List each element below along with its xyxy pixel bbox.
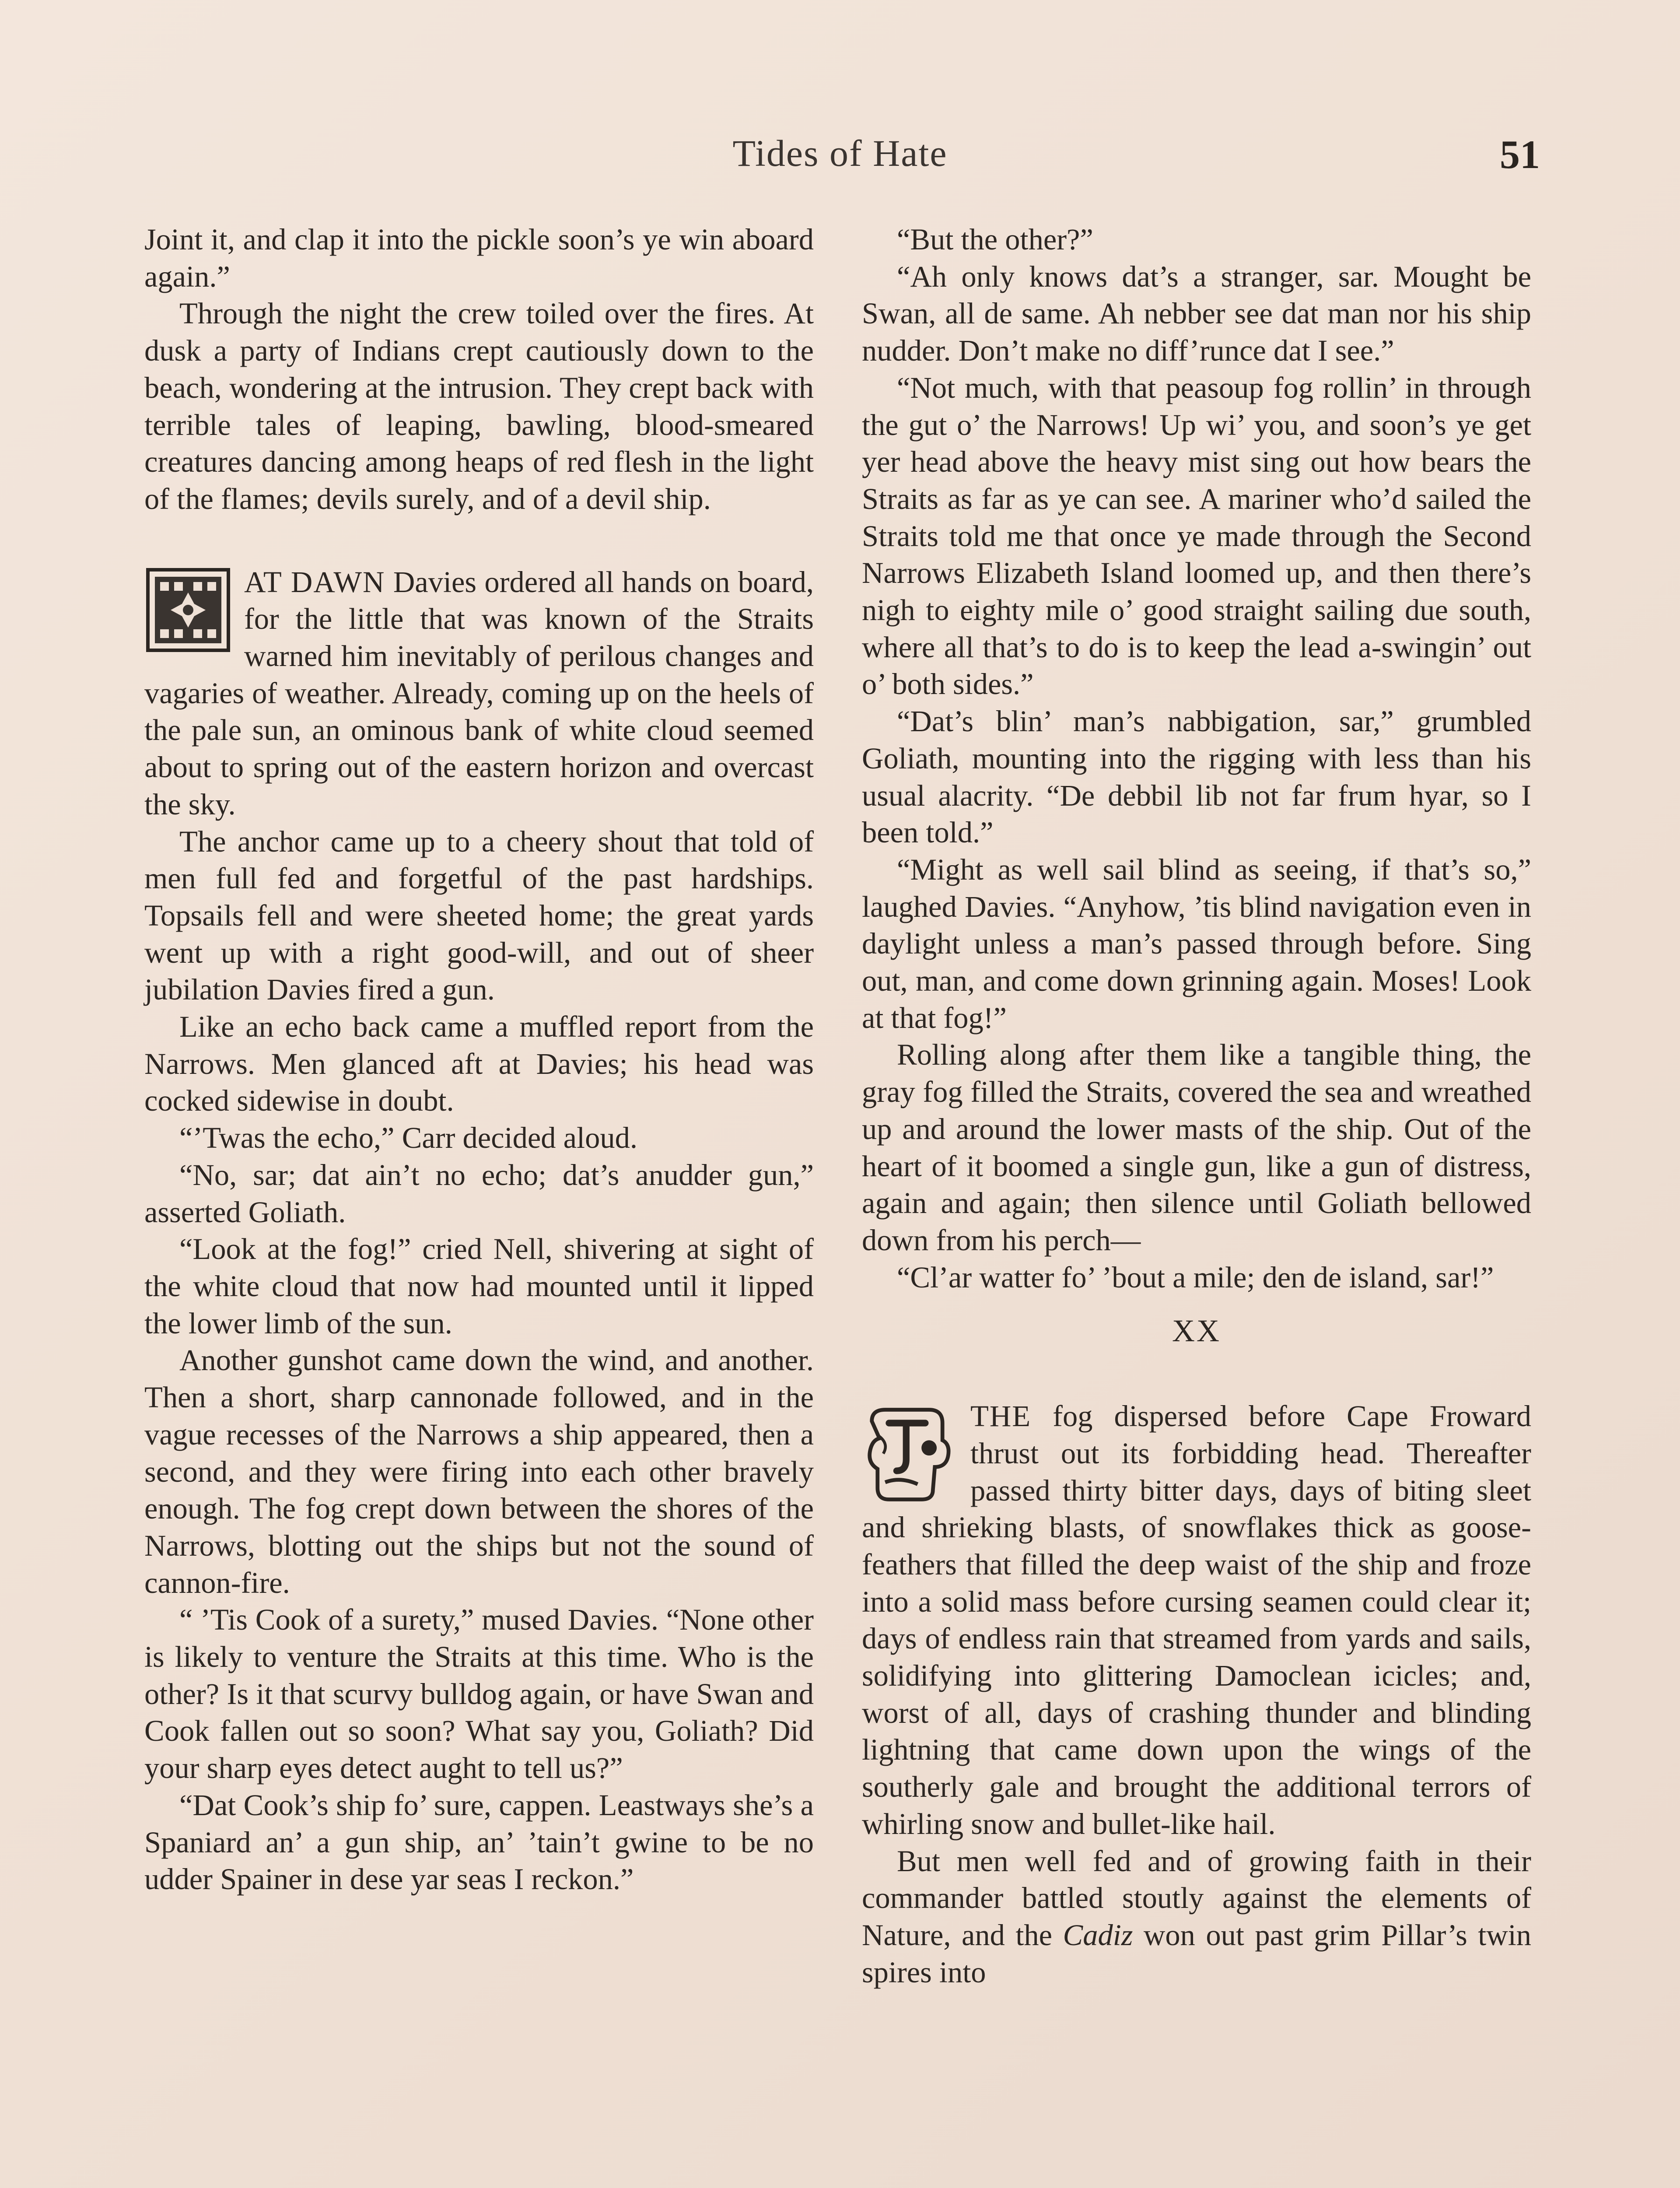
paragraph-with-ornament (144, 564, 814, 823)
section-lead-caps: THE (970, 1399, 1032, 1433)
paragraph: “Might as well sail blind as seeing, if that’s so,” laughed Davies. “Anyhow, ’tis blind navigation even in daylight unless a man’s passed through before. Sing out, man, and come down grinning again. Moses! Look at that fog!” (862, 852, 1531, 1034)
page-number: 51 (1500, 132, 1540, 177)
paragraph (862, 1843, 1531, 1991)
paragraph-text: fog dispersed before Cape Froward thrust out its forbidding head. Thereafter passed thirty bitter days, days of biting sleet and shrieking blasts, of snowflakes thick as goose-feathers that filled the deep waist of the ship and froze into a solid mass before cursing seamen could clear it; days of endless rain that streamed from yards and sails, solidifying into glittering Damoclean icicles; and, worst of all, days of crashing thunder and blinding lightning that came down upon the wings of the southerly gale and brought the additional terrors of whirling snow and bullet-like hail. (862, 1399, 1531, 1841)
paragraph: The anchor came up to a cheery shout that told of men full fed and forgetful of the past hardships. Topsails fell and were sheeted home; the great yards went up with a right good-will, and out of sheer jubilation Davies fired a gun. (144, 824, 814, 1006)
paragraph-text: But men well fed and of growing faith in their commander battled stoutly against the elements of Nature, and the (862, 1844, 1531, 1952)
paragraph: “But the other?” (897, 223, 1093, 256)
paragraph-text: won out past grim Pillar’s twin spires into (862, 1918, 1531, 1989)
section-lead-caps: AT DAWN (244, 565, 385, 599)
paragraph-text: Davies ordered all hands on board, for the little that was known of the Straits warned him inevitably of perilous changes and vagaries of weather. Already, coming up on the heels of the pale sun, an ominous bank of white cloud seemed about to spring out of the eastern horizon and overcast the sky. (144, 565, 814, 821)
paragraph: “No, sar; dat ain’t no echo; dat’s anudder gun,” asserted Goliath. (144, 1158, 814, 1229)
ship-name: Cadiz (1063, 1918, 1133, 1952)
paragraph: “ ’Tis Cook of a surety,” mused Davies. “None other is likely to venture the Straits at this time. Who is the other? Is it that scurvy bulldog again, or have Swan and Cook fallen out so soon? What say you, Goliath? Did your sharp eyes detect aught to tell us?” (144, 1603, 814, 1785)
paragraph: Like an echo back came a muffled report from the Narrows. Men glanced aft at Davies; his head was cocked sidewise in doubt. (144, 1010, 814, 1118)
running-title: Tides of Hate (732, 132, 948, 174)
section-break (144, 518, 814, 564)
left-column (144, 221, 814, 1898)
paragraph: Through the night the crew toiled over the fires. At dusk a party of Indians crept cautiously down to the beach, wondering at the intrusion. They crept back with terrible tales of leaping, bawling, blood-smeared creatures dancing among heaps of red flesh in the light of the flames; devils surely, and of a devil ship. (144, 297, 814, 515)
paragraph: Rolling along after them like a tangible thing, the gray fog filled the Straits, covered the sea and wreathed up and around the lower masts of the ship. Out of the heart of it boomed a single gun, like a gun of distress, again and again; then silence until Goliath bellowed down from his perch— (862, 1038, 1531, 1257)
paragraph: “Dat’s blin’ man’s nabbigation, sar,” grumbled Goliath, mounting into the rigging with less than his usual alacrity. “De debbil lib not far frum hyar, so I been told.” (862, 705, 1531, 849)
paragraph: “’Twas the echo,” Carr decided aloud. (179, 1121, 637, 1155)
chapter-heading: XX (1172, 1313, 1221, 1349)
paragraph: “Not much, with that peasoup fog rollin’ in through the gut o’ the Narrows! Up wi’ you, and soon’s ye get yer head above the heavy mist sing out how bears the Straits as far as ye can see. A mariner who’d sailed the Straits told me that once ye made through the Second Narrows Elizabeth Island loomed up, and then there’s nigh to eighty mile o’ good straight sailing due south, where all that’s to do is to keep the lead a-swingin’ out o’ both sides.” (862, 371, 1531, 701)
ornamental-initial-icon (144, 566, 232, 654)
right-column (862, 221, 1531, 1991)
ornamental-initial-icon (862, 1402, 958, 1507)
paragraph: “Dat Cook’s ship fo’ sure, cappen. Leastways she’s a Spaniard an’ a gun ship, an’ ’tain’t gwine to be no udder Spainer in dese yar seas I reckon.” (144, 1788, 814, 1896)
paragraph-with-ornament (862, 1398, 1531, 1842)
page-header (140, 127, 1540, 188)
paragraph: “Ah only knows dat’s a stranger, sar. Mought be Swan, all de same. Ah nebber see dat man nor his ship nudder. Don’t make no diff’runce dat I see.” (862, 259, 1531, 368)
paragraph: “Look at the fog!” cried Nell, shivering at sight of the white cloud that now had mounted until it lipped the lower limb of the sun. (144, 1232, 814, 1340)
paragraph: Joint it, and clap it into the pickle soon’s ye win aboard again.” (144, 223, 814, 293)
paragraph: Another gunshot came down the wind, and another. Then a short, sharp cannonade followed, and in the vague recesses of the Narrows a ship appeared, then a second, and they were firing into each other bravely enough. The fog crept down between the shores of the Narrows, blotting out the ships but not the sound of cannon-fire. (144, 1343, 814, 1599)
paragraph: “Cl’ar watter fo’ ’bout a mile; den de island, sar!” (897, 1260, 1494, 1294)
